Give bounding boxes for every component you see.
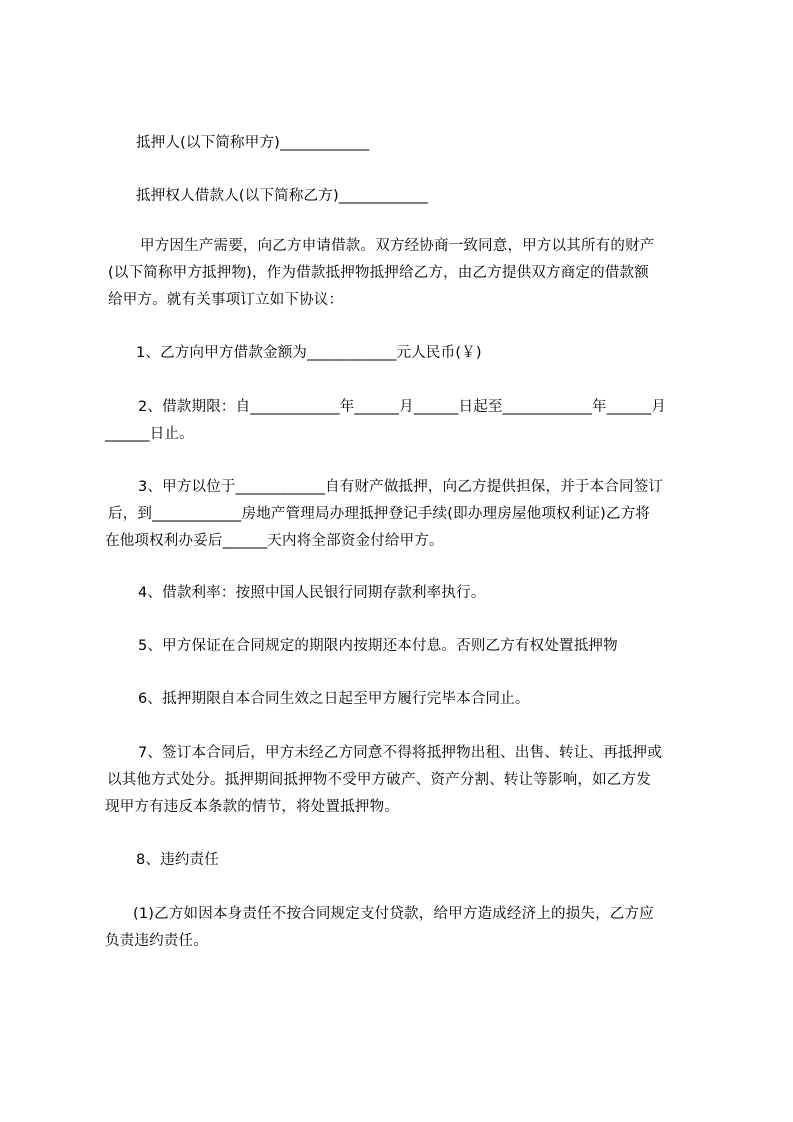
clause-7-line-3: 现甲方有违反本条款的情节，将处置抵押物。 — [105, 799, 399, 815]
clause-5: 5、甲方保证在合同规定的期限内按期还本付息。否则乙方有权处置抵押物 — [138, 638, 618, 654]
clause-7-line-2: 以其他方式处分。抵押期间抵押物不受甲方破产、资产分割、转让等影响，如乙方发 — [107, 772, 651, 788]
clause-8-item-1-line-2: 负责违约责任。 — [105, 933, 208, 949]
clause-8-title: 8、违约责任 — [136, 852, 219, 868]
intro-line-1: 甲方因生产需要，向乙方申请借款。双方经协商一致同意，甲方以其所有的财产 — [140, 238, 655, 254]
clause-1: 1、乙方向甲方借款金额为____________元人民币(￥) — [136, 345, 482, 361]
clause-6: 6、抵押期限自本合同生效之日起至甲方履行完毕本合同止。 — [138, 691, 530, 707]
mortgagee-line: 抵押权人借款人(以下简称乙方)____________ — [136, 188, 429, 204]
clause-7-line-1: 7、签订本合同后，甲方未经乙方同意不得将抵押物出租、出售、转让、再抵押或 — [138, 745, 662, 761]
clause-3-line-2: 后，到____________房地产管理局办理抵押登记手续(即办理房屋他项权利证)乙方将 — [108, 506, 651, 522]
intro-line-2: (以下简称甲方抵押物)，作为借款抵押物抵押给乙方，由乙方提供双方商定的借款额 — [108, 265, 649, 281]
clause-4: 4、借款利率：按照中国人民银行同期存款利率执行。 — [138, 585, 486, 601]
clause-8-item-1-line-1: (1)乙方如因本身责任不按合同规定支付贷款，给甲方造成经济上的损失，乙方应 — [133, 906, 654, 922]
clause-3-line-1: 3、甲方以位于____________自有财产做抵押，向乙方提供担保，并于本合同签订 — [138, 479, 664, 495]
clause-2-line-2: ______日止。 — [105, 426, 194, 442]
clause-2-line-1: 2、借款期限：自____________年______月______日起至____________年______月 — [138, 399, 667, 415]
intro-line-3: 给甲方。就有关事项订立如下协议： — [108, 292, 344, 308]
clause-3-line-3: 在他项权利办妥后______天内将全部资金付给甲方。 — [105, 533, 444, 549]
mortgagor-line: 抵押人(以下简称甲方)____________ — [136, 135, 370, 151]
